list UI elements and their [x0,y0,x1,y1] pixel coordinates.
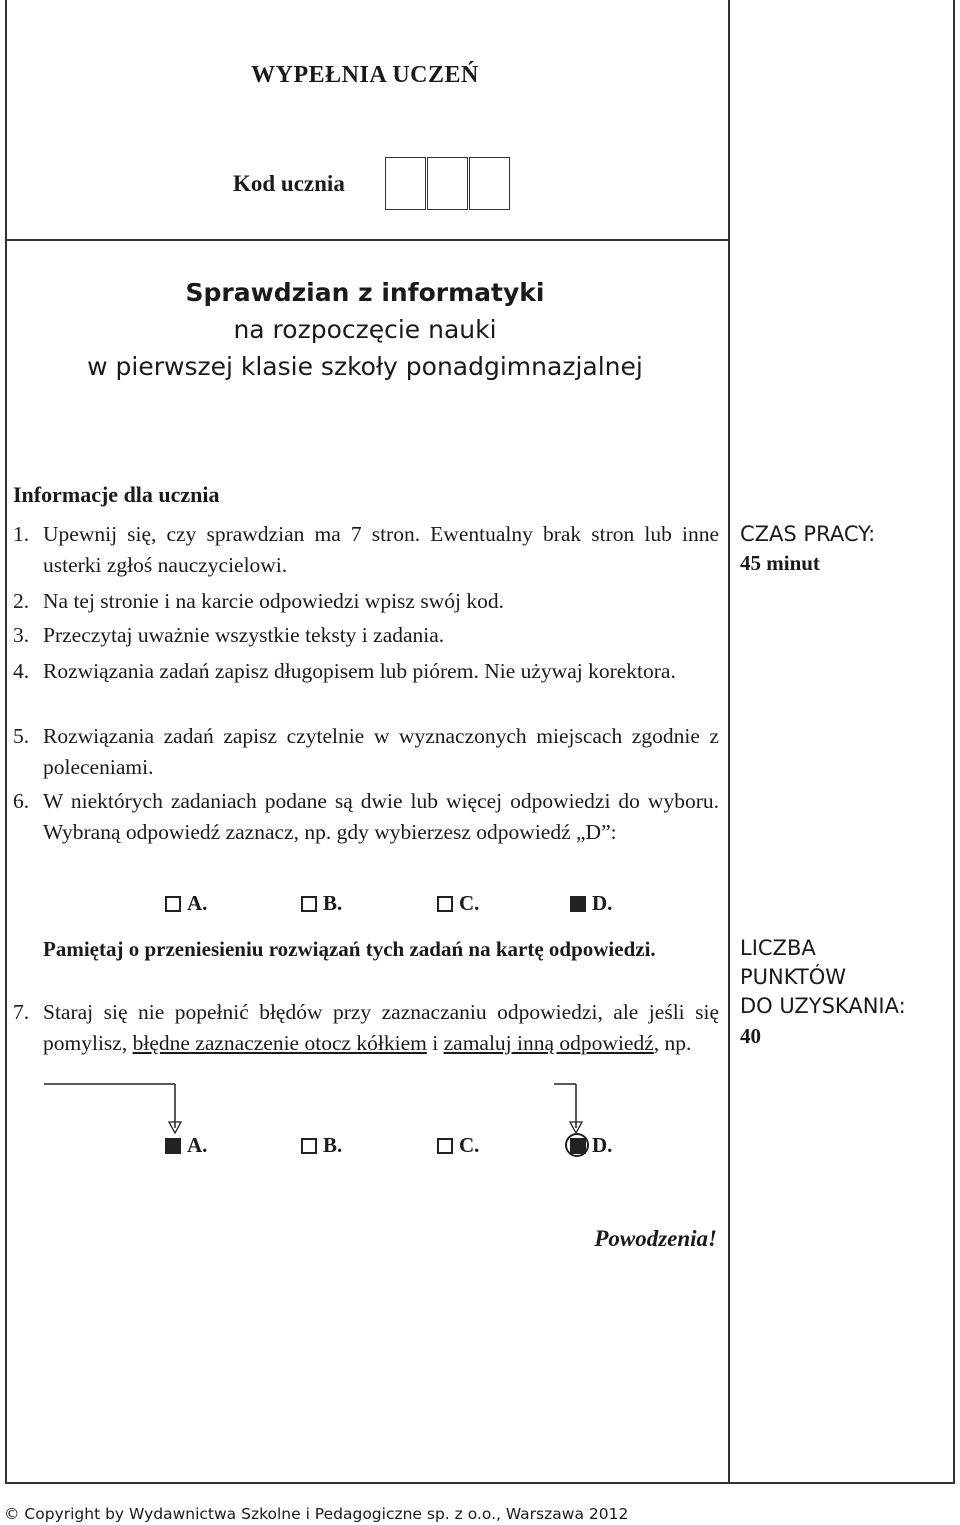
circled-checkbox-icon [570,1138,586,1154]
example-choice-d-selected: D. [570,891,612,916]
instruction-1 [13,519,719,581]
instruction-number: 2. [13,589,30,613]
test-title: Sprawdzian z informatyki [185,278,545,307]
instruction-6 [13,786,719,848]
instruction-number: 1. [13,522,30,546]
student-code-label: Kod ucznia [233,171,345,196]
instruction-5 [13,721,719,783]
instruction-7 [13,997,719,1059]
instruction-text: W niektórych zadaniach podane są dwie lub więcej odpowiedzi do wyboru. Wybraną odpowiedź zaznacz, np. gdy wybierzesz odpowiedź „D”: [43,789,719,844]
instruction-number: 6. [13,789,30,813]
instruction-text: Rozwiązania zadań zapisz czytelnie w wyznaczonych miejscach zgodnie z poleceniami. [43,724,719,779]
example-choice-a: A. [165,891,207,916]
instruction-text: Rozwiązania zadań zapisz długopisem lub piórem. Nie używaj korektora. [43,659,676,683]
frame-left-border [5,0,7,1483]
header-separator [5,239,729,241]
time-value: 45 minut [740,551,820,575]
time-label: CZAS PRACY: [740,522,876,546]
example-choice-b: B. [301,891,342,916]
test-subtitle-1: na rozpoczęcie nauki [233,315,497,344]
correction-choice-b: B. [301,1133,342,1158]
points-label-line-2: PUNKTÓW [740,965,847,989]
info-heading: Informacje dla ucznia [13,482,220,507]
points-label-line-1: LICZBA [740,936,816,960]
instruction-number: 7. [13,1000,30,1024]
test-subtitle-2: w pierwszej klasie szkoły ponadgimnazjalnej [87,352,643,381]
instruction-text: Upewnij się, czy sprawdzian ma 7 stron. Ewentualny brak stron lub inne usterki zgłoś nauczycielowi. [43,522,719,577]
instruction-number: 4. [13,659,30,683]
instruction-4 [13,656,719,687]
frame-right-border [953,0,955,1483]
example-choice-c: C. [437,891,479,916]
remember-note: Pamiętaj o przeniesieniu rozwiązań tych zadań na kartę odpowiedzi. [43,937,656,961]
instruction-text: Staraj się nie popełnić błędów przy zaznaczaniu odpowiedzi, ale jeśli się pomylisz, błędne zaznaczenie otocz kółkiem i zamaluj inną odpowiedź, np. [43,1000,719,1055]
fills-in-heading: WYPEŁNIA UCZEŃ [251,62,479,88]
good-luck-text: Powodzenia! [594,1226,717,1251]
student-code-box-2[interactable] [427,157,468,210]
instruction-number: 3. [13,623,30,647]
empty-checkbox-icon [437,896,453,912]
student-code-box-1[interactable] [385,157,426,210]
correction-arrows [0,1070,730,1160]
filled-checkbox-icon [570,896,586,912]
correction-choice-a-filled: A. [165,1133,207,1158]
correction-choice-c: C. [437,1133,479,1158]
instruction-3 [13,620,719,651]
empty-checkbox-icon [301,1138,317,1154]
empty-checkbox-icon [437,1138,453,1154]
instruction-number: 5. [13,724,30,748]
empty-checkbox-icon [301,896,317,912]
instruction-text: Na tej stronie i na karcie odpowiedzi wpisz swój kod. [43,589,504,613]
frame-bottom-border [5,1482,955,1484]
correction-choice-d-circled: D. [570,1133,612,1158]
points-label-line-3: DO UZYSKANIA: [740,994,906,1018]
instruction-text: Przeczytaj uważnie wszystkie teksty i zadania. [43,623,445,647]
student-code-box-3[interactable] [469,157,510,210]
frame-divider [728,0,730,1483]
filled-checkbox-icon [165,1138,181,1154]
copyright-footer: © Copyright by Wydawnictwa Szkolne i Pedagogiczne sp. z o.o., Warszawa 2012 [4,1505,629,1523]
empty-checkbox-icon [165,896,181,912]
points-value: 40 [740,1024,761,1048]
instruction-2 [13,586,719,617]
